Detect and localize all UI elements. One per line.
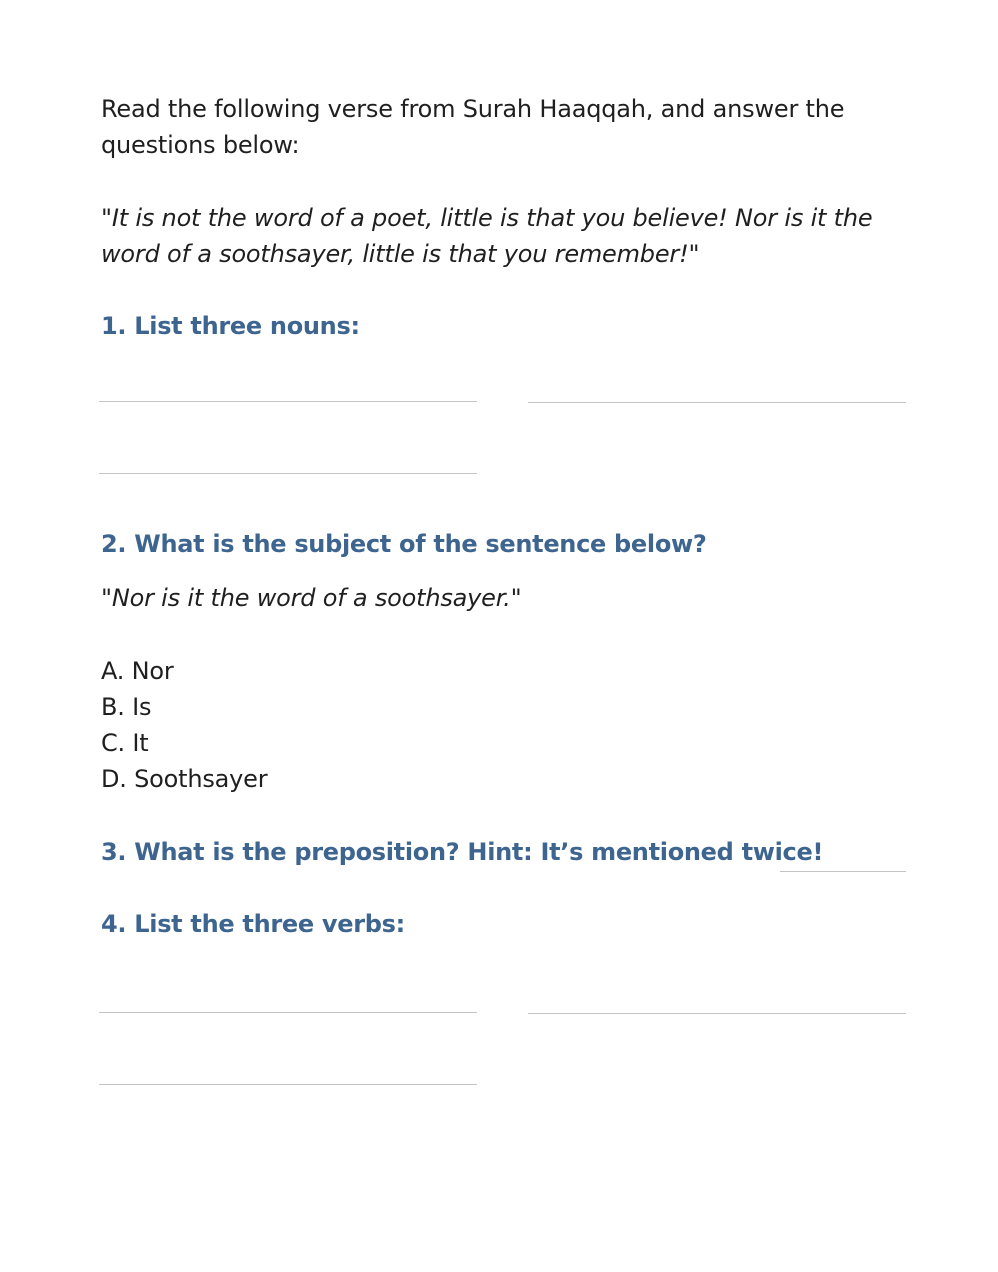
- option-b[interactable]: B. Is: [101, 693, 152, 721]
- question-3-label: 3. What is the preposition? Hint: It’s mentioned twice!: [101, 838, 824, 866]
- q4-answer-line-3[interactable]: [99, 1084, 477, 1085]
- option-d[interactable]: D. Soothsayer: [101, 765, 268, 793]
- instructions: Read the following verse from Surah Haaqqah, and answer the questions below:: [101, 95, 845, 159]
- q1-answer-line-2[interactable]: [528, 402, 906, 403]
- q4-answer-line-1[interactable]: [99, 1012, 477, 1013]
- q2-options: [101, 653, 267, 797]
- q3-answer-line[interactable]: [780, 871, 906, 872]
- option-c[interactable]: C. It: [101, 729, 149, 757]
- verse-quote: "It is not the word of a poet, little is that you believe! Nor is it the word of a soothsayer, little is that you remember!": [101, 204, 873, 268]
- question-4-label: 4. List the three verbs:: [101, 910, 405, 938]
- q1-answer-line-1[interactable]: [99, 401, 477, 402]
- question-1-label: 1. List three nouns:: [101, 312, 360, 340]
- option-a[interactable]: A. Nor: [101, 657, 174, 685]
- q4-answer-line-2[interactable]: [528, 1013, 906, 1014]
- q1-answer-line-3[interactable]: [99, 473, 477, 474]
- q2-sentence-quote: "Nor is it the word of a soothsayer.": [101, 584, 522, 612]
- question-2-label: 2. What is the subject of the sentence below?: [101, 530, 707, 558]
